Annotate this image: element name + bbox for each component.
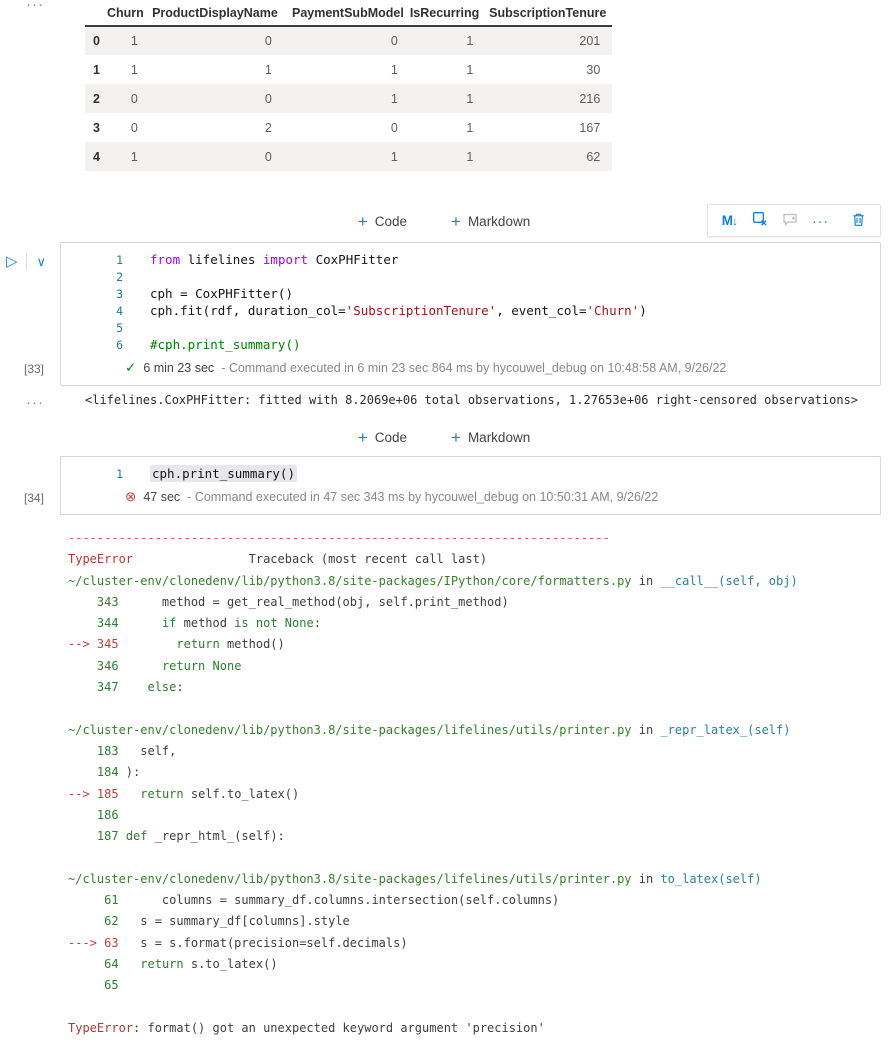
code-line [61,251,880,268]
traceback-line [68,677,888,698]
success-check-icon: ✓ [125,360,137,375]
table-cell: 1 [466,34,474,48]
table-cell: 0 [390,34,398,48]
line-number: 5 [116,320,123,335]
code-line [61,336,880,353]
add-markdown-button[interactable] [451,213,530,230]
execution-count-label: [34] [24,491,45,505]
code-text [123,269,158,284]
traceback-token: if [161,616,177,631]
dataframe-body [85,26,612,171]
cell-toolbar-2 [0,420,888,454]
traceback-token: return [176,637,220,652]
code-line [61,285,880,302]
traceback-line [68,869,888,890]
traceback-token: --------------------------------------------------------------------------- [68,531,610,545]
traceback-token: 65 [68,978,119,993]
traceback-token: 183 [68,743,119,758]
row-index: 4 [93,149,100,164]
traceback-token: not [255,616,278,631]
add-code-button[interactable] [358,213,407,230]
code-token: cph.print_summary() [152,466,295,481]
traceback-token: return [161,658,206,673]
traceback-line [68,528,888,549]
line-number: 4 [116,303,123,318]
traceback-token: --> 185 [68,786,119,801]
traceback-token: columns = summary_df.columns.intersection(self.columns) [118,893,560,908]
traceback-token: __call__(self, obj) [660,573,798,588]
traceback-line [68,549,888,570]
output-text: <lifelines.CoxPHFitter: fitted with 8.2069e+06 total observations, 1.27653e+06 right-censored observations> [85,393,859,407]
plus-icon: + [357,211,368,231]
traceback-token: 61 [68,893,119,908]
table-cell: 0 [264,149,272,164]
code-token: cph.fit(rdf, duration_col= [150,303,346,318]
code-token: #cph.print_summary() [150,337,301,352]
traceback-line [68,592,888,613]
traceback-token: method = get_real_method(obj, self.print_method) [118,594,509,609]
cell-gutter [2,250,56,272]
status-duration: 47 sec [143,490,181,504]
more-actions-button[interactable]: ··· [806,211,835,231]
traceback-token: : [313,616,321,631]
add-cell-buttons [358,429,530,446]
traceback-line [68,933,888,954]
plus-icon: + [451,211,461,231]
traceback-token: in [631,871,661,886]
traceback-token: return [140,786,184,801]
traceback-token: TypeError [68,552,134,567]
traceback-line [68,720,888,741]
traceback-token: 187 [68,829,119,844]
table-cell: 216 [579,91,601,106]
cell-status-bar [61,487,880,507]
table-row [85,26,612,55]
traceback-token: return [140,956,184,971]
code-cell-1 [0,242,888,386]
traceback-line [68,975,888,996]
table-cell: 62 [586,149,601,164]
column-header-subscriptiontenure: SubscriptionTenure [485,2,612,26]
traceback-token: in [631,573,661,588]
code-editor[interactable] [60,456,881,515]
clear-output-button[interactable] [746,209,774,232]
status-detail: - Command executed in 6 min 23 sec 864 ms by hycouwel_debug on 10:48:58 AM, 9/26/22 [221,361,727,375]
cell-toolbar-1 [0,203,888,239]
table-cell: 1 [390,91,398,106]
traceback-token: 62 [68,914,119,929]
add-code-label: Code [374,213,407,229]
traceback-token: 346 [68,658,119,673]
traceback-token: _repr_latex_(self) [660,722,791,737]
traceback-line [68,954,888,975]
table-cell: 1 [130,149,138,164]
traceback-line [68,847,888,868]
column-header-paymentsubmodel: PaymentSubModel [284,2,410,26]
traceback-line [68,613,888,634]
code-token: cph = CoxPHFitter() [150,286,293,301]
code-text [123,337,301,352]
traceback-line [68,1018,888,1039]
traceback-line [68,698,888,719]
output-options-ellipsis-icon[interactable]: ··· [26,394,44,411]
traceback-token: ~/cluster-env/clonedenv/lib/python3.8/site-packages/lifelines/utils/printer.py [68,722,632,737]
traceback-line [68,656,888,677]
table-cell: 0 [264,34,272,48]
code-lines [61,465,880,482]
table-row [85,142,612,171]
add-markdown-label: Markdown [467,213,531,229]
line-number: 6 [116,337,123,352]
delete-cell-button[interactable] [845,210,872,232]
down-arrow-icon: ↓ [732,213,738,228]
traceback-token [119,637,177,651]
traceback-token: --> 345 [68,637,119,652]
code-token: ) [639,303,647,318]
table-cell: 0 [390,120,398,135]
traceback-token: ---> 63 [68,935,119,950]
code-line [61,465,880,482]
table-cell: 201 [579,34,601,48]
column-header-productdisplayname: ProductDisplayName [150,2,284,26]
table-cell: 0 [264,91,272,106]
table-cell: 1 [466,62,474,77]
add-cell-buttons [358,213,530,230]
traceback-token [119,616,162,630]
traceback-token [119,680,148,694]
traceback-token: TypeError [68,1020,134,1035]
code-line [61,302,880,319]
traceback-token: self.to_latex() [183,786,300,801]
code-token: from [150,252,181,267]
status-duration: 6 min 23 sec [143,361,215,375]
comment-button[interactable] [776,209,804,232]
code-token: CoxPHFitter [308,252,399,267]
traceback-token: is [234,616,249,631]
status-detail: - Command executed in 47 sec 343 ms by hycouwel_debug on 10:50:31 AM, 9/26/22 [187,490,659,504]
chevron-down-icon[interactable]: ∨ [36,253,47,269]
code-text [123,303,647,318]
table-cell: 1 [466,120,474,135]
traceback-line [68,911,888,932]
traceback-token: _repr_html_(self): [147,829,285,844]
table-cell: 30 [586,62,601,77]
line-number: 1 [116,466,123,481]
code-text [123,320,158,335]
run-cell-icon[interactable]: ▷ [6,252,18,270]
table-cell: 0 [130,91,138,106]
traceback-token: : [176,680,184,695]
column-header-churn: Churn [107,2,150,26]
traceback-line [68,997,888,1018]
traceback-token [205,659,212,673]
dataframe-table [85,2,612,171]
traceback-token [119,829,126,843]
code-text [123,466,297,481]
traceback-token: 184 [68,765,119,780]
traceback-line [68,741,888,762]
row-index: 0 [93,34,100,48]
column-header-isrecurring: IsRecurring [410,2,485,26]
code-token: 'Churn' [586,303,640,318]
traceback-token: ): [118,765,141,780]
traceback-token [278,616,285,630]
traceback-token: 344 [68,616,119,631]
add-code-label: Code [374,429,407,445]
index-column-header [85,2,107,26]
traceback-token: 186 [68,807,119,822]
code-line [61,268,880,285]
table-cell: 1 [264,62,272,77]
code-line [61,319,880,336]
traceback-token: in [631,722,661,737]
traceback-token: 64 [68,956,119,971]
traceback-line [68,826,888,847]
traceback-token [249,616,256,630]
traceback-line [68,571,888,592]
add-markdown-label: Markdown [467,429,531,445]
traceback-token: ~/cluster-env/clonedenv/lib/python3.8/site-packages/lifelines/utils/printer.py [68,871,632,886]
table-header-row [85,2,612,26]
dataframe-output-block [0,0,888,171]
table-row [85,84,612,113]
output-options-ellipsis-icon[interactable]: ··· [26,0,44,13]
traceback-line [68,762,888,783]
table-cell: 1 [466,149,474,164]
traceback-token: s.to_latex() [183,956,278,971]
traceback-token: 347 [68,680,119,695]
traceback-line [68,634,888,655]
code-token: import [262,252,309,267]
convert-to-markdown-button[interactable] [716,211,744,230]
traceback-token: ~/cluster-env/clonedenv/lib/python3.8/site-packages/IPython/core/formatters.py [68,573,632,588]
traceback-token: : format() got an unexpected keyword argument 'precision' [133,1020,545,1035]
traceback-token: 343 [68,594,119,609]
table-row [85,113,612,142]
table-cell: 167 [579,120,601,135]
code-lines [61,251,880,353]
traceback-token: Traceback (most recent call last) [133,552,488,567]
add-markdown-button[interactable] [451,429,530,446]
table-cell: 2 [264,120,272,135]
traceback-token: to_latex(self) [660,871,762,886]
plus-icon: + [451,427,461,447]
code-token: lifelines [180,252,263,267]
table-cell: 0 [130,120,138,135]
table-cell: 1 [390,149,398,164]
table-cell: 1 [466,91,474,106]
traceback-token [119,659,162,673]
code-text [123,252,398,267]
traceback-token: s = s.format(precision=self.decimals) [118,935,408,950]
table-cell: 1 [130,62,138,77]
traceback-line [68,890,888,911]
row-index: 3 [93,120,100,135]
traceback-line [68,784,888,805]
traceback-token: else [147,680,177,695]
row-index: 2 [93,91,100,106]
traceback-line [68,805,888,826]
traceback-token: method [176,616,235,631]
line-number: 3 [116,286,123,301]
traceback-token [119,957,141,971]
traceback-token: self, [118,743,177,758]
code-text [123,286,293,301]
traceback-token: None [284,616,314,631]
plus-icon: + [357,427,368,447]
code-editor[interactable] [60,242,881,386]
line-number: 2 [116,269,123,284]
code-token: 'SubscriptionTenure' [345,303,497,318]
error-circle-x-icon: ⊗ [125,489,137,504]
clear-output-icon [752,211,768,230]
comment-icon [782,211,798,230]
trash-icon [851,212,866,230]
traceback-token: method() [219,637,285,652]
traceback-token: s = summary_df[columns].style [118,914,350,929]
execution-count-label: [33] [24,362,45,376]
traceback-token: None [212,658,242,673]
traceback-token: def [125,829,148,844]
add-code-button[interactable] [358,429,407,446]
cell-actions-toolbar [707,204,881,237]
table-cell: 1 [130,34,138,48]
cell-output-block [0,393,888,411]
cell-status-bar [61,358,880,378]
error-traceback [68,528,888,1039]
table-row [85,55,612,84]
traceback-token [119,787,141,801]
row-index: 1 [93,62,100,77]
markdown-m-icon: M [721,213,733,228]
code-token: , event_col= [496,303,587,318]
code-cell-2 [0,456,888,515]
line-number: 1 [116,252,123,267]
table-cell: 1 [390,62,398,77]
